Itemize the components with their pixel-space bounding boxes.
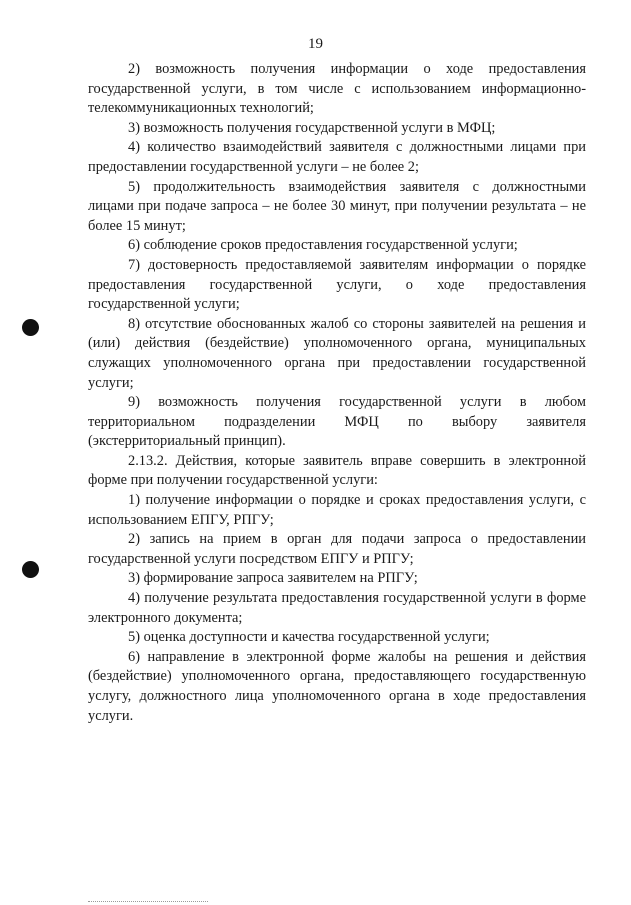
document-body bbox=[88, 60, 586, 726]
paragraph-section-2-13-2: 2.13.2. Действия, которые заявитель вправе совершить в электронной форме при получении государственной услуги: bbox=[88, 452, 586, 489]
paragraph-action-3-request: 3) формирование запроса заявителем на РПГУ; bbox=[128, 570, 418, 587]
scan-artifact-line bbox=[88, 901, 208, 902]
paragraph-item-3-mfc: 3) возможность получения государственной услуги в МФЦ; bbox=[128, 119, 496, 136]
paragraph-item-9-extraterritorial: 9) возможность получения государственной услуги в любом территориальном подразделении МФЦ по выбору заявителя (экстерриториальный принцип). bbox=[88, 394, 586, 450]
paragraph-item-4-interactions: 4) количество взаимодействий заявителя с должностными лицами при предоставлении государственной услуги – не более 2; bbox=[88, 139, 586, 175]
paragraph-action-2-appointment: 2) запись на прием в орган для подачи запроса о предоставлении государственной услуги посредством ЕПГУ и РПГУ; bbox=[88, 531, 586, 567]
paragraph-action-1-info: 1) получение информации о порядке и сроках предоставления услуги, с использованием ЕПГУ, РПГУ; bbox=[88, 492, 586, 528]
paragraph-item-8-complaints: 8) отсутствие обоснованных жалоб со стороны заявителей на решения и (или) действия (бездействие) уполномоченного органа, муниципальных служащих уполномоченного органа при предоставлении государственной услуги; bbox=[88, 315, 586, 391]
paragraph-action-4-result: 4) получение результата предоставления государственной услуги в форме электронного документа; bbox=[88, 590, 586, 626]
binder-hole-bottom bbox=[22, 561, 39, 578]
paragraph-item-5-duration: 5) продолжительность взаимодействия заявителя с должностными лицами при подаче запроса – не более 30 минут, при получении результата – не более 15 минут; bbox=[88, 178, 586, 234]
binder-hole-top bbox=[22, 319, 39, 336]
paragraph-action-6-complaint: 6) направление в электронной форме жалобы на решения и действия (бездействие) уполномоченного органа, предоставляющего государственную услугу, должностного лица уполномоченного органа в ходе предоставления услуги. bbox=[88, 648, 586, 724]
paragraph-item-6-deadlines: 6) соблюдение сроков предоставления государственной услуги; bbox=[128, 237, 518, 254]
paragraph-item-2-info: 2) возможность получения информации о ходе предоставления государственной услуги, в том числе с использованием информационно-телекоммуникационных технологий; bbox=[88, 61, 586, 117]
page-number: 19 bbox=[308, 36, 323, 52]
paragraph-action-5-rating: 5) оценка доступности и качества государственной услуги; bbox=[128, 629, 490, 646]
paragraph-item-7-reliability: 7) достоверность предоставляемой заявителям информации о порядке предоставления государственной услуги, о ходе предоставления государственной услуги; bbox=[88, 256, 586, 313]
